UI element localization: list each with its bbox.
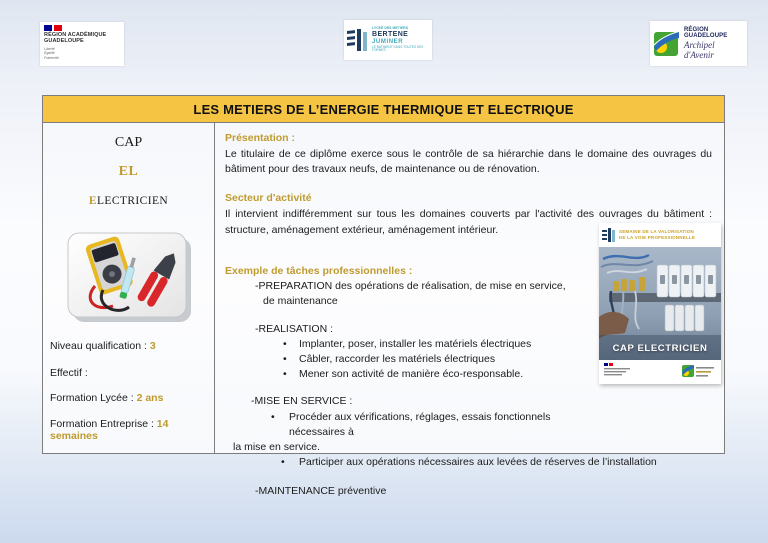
secteur-body: Il intervient indifféremment sur tous les domaines couverts par l'activité des ouvrages du bâtiment : structure, aménagement extérieur, aménagement intérieur. — [225, 208, 712, 236]
poster-gov-logo — [604, 363, 634, 381]
motto-liberte: Liberté — [44, 46, 55, 51]
fiche-metier-table — [42, 95, 725, 497]
lycee-top-line: LYCEE DES METIERS — [372, 26, 409, 31]
presentation-heading: Présentation : — [225, 132, 296, 144]
secteur-heading: Secteur d'activité — [225, 192, 312, 205]
diploma-facts — [43, 340, 214, 443]
poster-region-logo — [682, 364, 716, 380]
academie-name-line2: GUADELOUPE — [44, 38, 84, 45]
lycee-bertene-juminer-logo — [344, 20, 432, 60]
diploma-code: EL — [118, 164, 139, 179]
fact-niveau: Niveau qualification : 3 — [50, 340, 156, 352]
lycee-bottom-line: LE BATIMENT DANS TOUTES SES FORMES — [372, 44, 424, 53]
realisation-item: • Mener son activité de manière éco-responsable. — [283, 367, 586, 382]
taches-heading: Exemple de tâches professionnelles : — [225, 264, 413, 277]
french-flag-emblem — [44, 25, 120, 31]
diploma-detail-column — [215, 123, 724, 497]
diploma-name-initial: E — [88, 195, 97, 207]
document-title-banner — [43, 96, 724, 123]
region-tagline: Archipel d'Avenir — [684, 40, 715, 60]
academie-name-line1: RÉGION ACADÉMIQUE — [44, 32, 107, 38]
realisation-item: • Implanter, poser, installer les matériels électriques — [283, 337, 586, 352]
diploma-name-rest: LECTRICIEN — [97, 195, 169, 207]
region-guadeloupe-logo — [650, 21, 747, 66]
region-academique-logo — [40, 22, 124, 66]
mise-item-1-line2: la mise en service. — [233, 440, 320, 453]
motto-egalite: Égalité — [44, 51, 55, 56]
fact-formation-lycee: Formation Lycée : 2 ans — [50, 392, 164, 405]
motto-fraternite: Fraternité — [44, 55, 59, 60]
poster-header-line1: SEMAINE DE LA VALORISATION — [619, 229, 694, 235]
document-title: LES METIERS DE L’ENERGIE THERMIQUE ET ELECTRIQUE — [193, 101, 574, 117]
fact-entreprise-value: 14 semaines — [50, 417, 169, 443]
diploma-level: CAP — [114, 135, 143, 150]
realisation-list — [283, 337, 586, 382]
poster-header-line2: DE LA VOIE PROFESSIONNELLE — [619, 235, 696, 240]
buildings-icon — [347, 27, 369, 53]
mise-en-service-heading: -MISE EN SERVICE : — [251, 395, 353, 408]
poster-title: CAP ELECTRICIEN — [612, 343, 708, 355]
poster-lycee-logo-icon — [602, 227, 616, 243]
lycee-name-2: JUMINER — [372, 38, 404, 45]
maintenance-line: -MAINTENANCE préventive — [255, 484, 387, 497]
realisation-item: • Câbler, raccorder les matériels électriques — [283, 352, 586, 367]
mise-item-2: • Participer aux opérations nécessaires aux levées de réserves de l’installation — [281, 455, 714, 470]
fact-lycee-value: 2 ans — [136, 392, 164, 405]
cap-electricien-poster — [599, 223, 721, 384]
fact-effectif: Effectif : — [50, 366, 88, 379]
diploma-name — [43, 195, 214, 207]
preparation-line1: -PREPARATION des opérations de réalisation, de mise en service, — [255, 279, 566, 292]
lycee-name-1: BERTENE — [372, 31, 409, 39]
mise-item-1-line1: • Procéder aux vérifications, réglages, essais fonctionnels nécessaires à — [271, 410, 586, 440]
realisation-heading: -REALISATION : — [255, 322, 333, 335]
region-guadeloupe-icon — [654, 31, 680, 57]
fact-formation-entreprise: Formation Entreprise : 14 semaines — [50, 417, 169, 443]
diploma-summary-column — [43, 123, 215, 454]
electrical-panel-photo — [599, 247, 721, 360]
electrical-tools-photo — [43, 230, 214, 329]
region-name: RÉGION GUADELOUPE — [684, 27, 728, 39]
preparation-line2: de maintenance — [263, 294, 338, 307]
presentation-body: Le titulaire de ce diplôme exerce sous le contrôle de sa hiérarchie dans le domaine des ouvrages du bâtiment pour des travaux neufs, de maintenance ou de rénovation. — [225, 148, 712, 176]
fact-niveau-value: 3 — [149, 340, 156, 352]
